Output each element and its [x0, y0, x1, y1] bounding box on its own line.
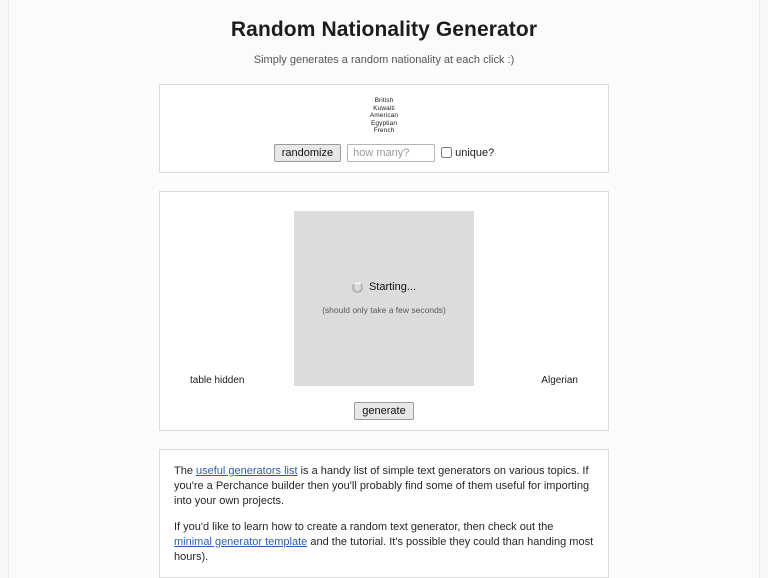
generate-row [168, 402, 600, 420]
page-title: Random Nationality Generator [230, 18, 538, 41]
nationality-item: Egyptian [370, 119, 398, 127]
unique-checkbox-wrapper[interactable] [441, 147, 494, 159]
nationality-item: French [373, 127, 395, 135]
table-hidden-label: table hidden [190, 374, 245, 386]
unique-checkbox[interactable] [441, 147, 452, 158]
result-label: Algerian [541, 374, 578, 386]
page-container [8, 0, 760, 578]
info-p2-after: and the tutorial. It's possible they could than handing most hours). [174, 535, 594, 563]
loading-subtext: (should only take a few seconds) [322, 305, 446, 316]
nationality-item: American [369, 112, 399, 120]
info-p1-after: is a handy list of simple text generators on various topics. If you're a Perchance builder then you'll probably find some of them useful for importing into your own projects. [174, 464, 590, 507]
randomize-button[interactable]: randomize [274, 144, 341, 162]
info-paragraph-2 [174, 520, 594, 565]
preview-panel [159, 191, 609, 431]
generator-panel [159, 84, 609, 173]
nationality-item: British [374, 97, 394, 104]
info-p2-before: If you'd like to learn how to create a random text generator, then check out the [174, 520, 554, 533]
minimal-generator-template-link[interactable]: minimal generator template [174, 535, 308, 548]
generator-controls [168, 144, 600, 162]
loading-box [294, 211, 474, 386]
nationality-item: Kuwaiti [373, 104, 395, 112]
unique-label: unique? [455, 146, 495, 159]
info-p1-before: The [174, 464, 197, 477]
loading-line [352, 281, 416, 293]
useful-generators-list-link[interactable]: useful generators list [196, 464, 298, 477]
how-many-input[interactable] [347, 144, 435, 162]
preview-row [168, 206, 600, 386]
spinner-icon [352, 282, 363, 293]
loading-text: Starting... [368, 281, 417, 294]
generate-button[interactable]: generate [354, 402, 413, 420]
nationality-list [168, 95, 600, 135]
page-subtitle: Simply generates a random nationality at each click :) [253, 54, 515, 66]
info-panel [159, 449, 609, 578]
info-paragraph-1 [174, 464, 594, 509]
